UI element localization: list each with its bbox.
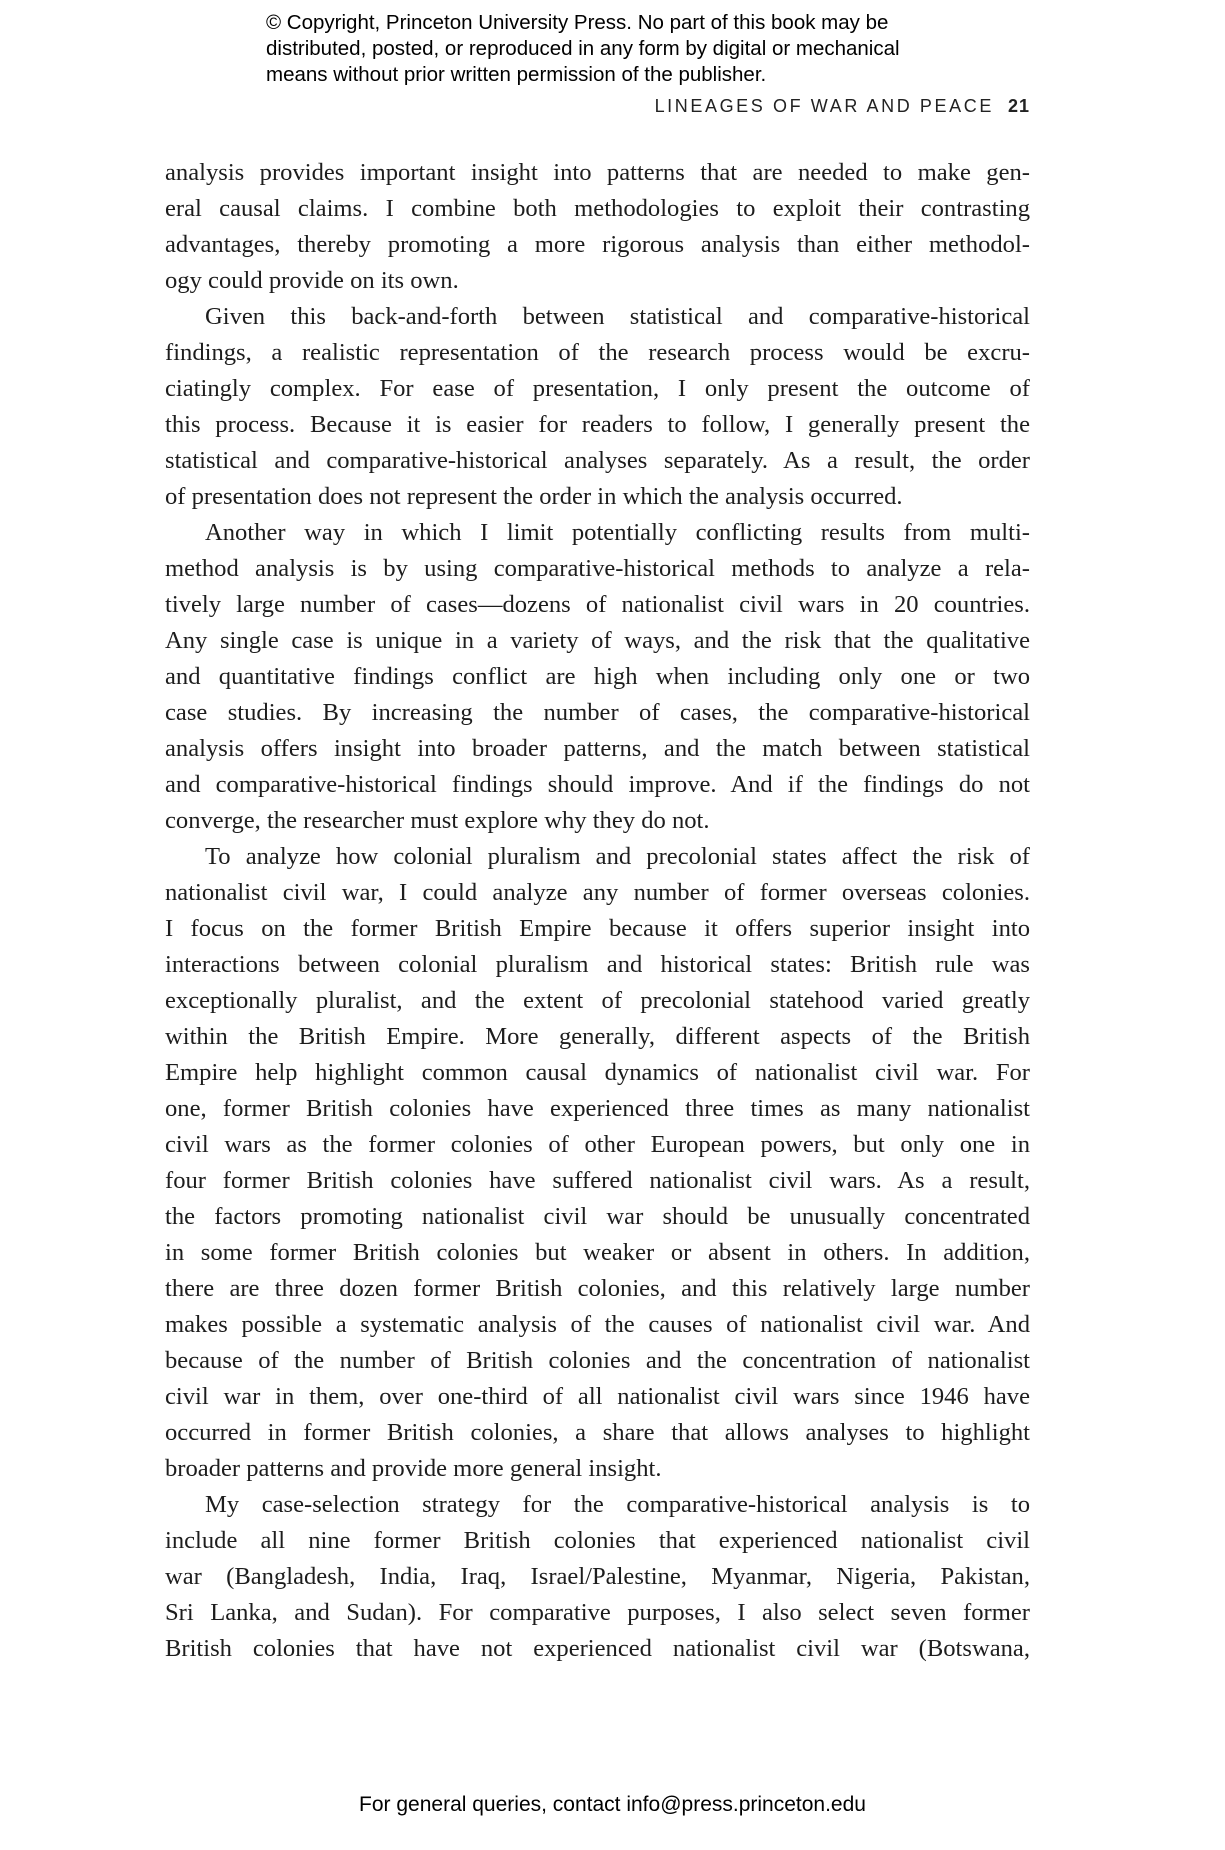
text-line: Any single case is unique in a variety of ways, and the risk that the qualitative (165, 627, 1030, 654)
text-line: because of the number of British colonies and the concentration of nationalist (165, 1347, 1030, 1374)
footer-contact: For general queries, contact info@press.princeton.edu (359, 1793, 866, 1816)
text-line: To analyze how colonial pluralism and precolonial states affect the risk of (205, 843, 1030, 870)
text-line: interactions between colonial pluralism and historical states: British rule was (165, 951, 1030, 978)
text-line: include all nine former British colonies that experienced nationalist civil (165, 1527, 1030, 1554)
text-line: civil wars as the former colonies of other European powers, but only one in (165, 1131, 1030, 1158)
text-line: eral causal claims. I combine both methodologies to exploit their contrasting (165, 195, 1030, 222)
running-head (655, 96, 1030, 117)
text-line: advantages, thereby promoting a more rigorous analysis than either methodol- (165, 231, 1030, 258)
text-line: and quantitative findings conflict are high when including only one or two (165, 663, 1030, 690)
text-line: statistical and comparative-historical analyses separately. As a result, the order (165, 447, 1030, 474)
text-line: exceptionally pluralist, and the extent of precolonial statehood varied greatly (165, 987, 1030, 1014)
text-line: tively large number of cases—dozens of nationalist civil wars in 20 countries. (165, 591, 1030, 618)
text-line: I focus on the former British Empire because it offers superior insight into (165, 915, 1030, 942)
text-line: four former British colonies have suffered nationalist civil wars. As a result, (165, 1167, 1030, 1194)
text-line: within the British Empire. More generally, different aspects of the British (165, 1023, 1030, 1050)
text-line: ciatingly complex. For ease of presentation, I only present the outcome of (165, 375, 1030, 402)
text-line: analysis provides important insight into patterns that are needed to make gen- (165, 159, 1030, 186)
text-line: British colonies that have not experienced nationalist civil war (Botswana, (165, 1635, 1030, 1662)
text-line: one, former British colonies have experienced three times as many nationalist (165, 1095, 1030, 1122)
text-line: the factors promoting nationalist civil war should be unusually concentrated (165, 1203, 1030, 1230)
text-line: nationalist civil war, I could analyze any number of former overseas colonies. (165, 879, 1030, 906)
text-line: there are three dozen former British colonies, and this relatively large number (165, 1275, 1030, 1302)
text-line: occurred in former British colonies, a share that allows analyses to highlight (165, 1419, 1030, 1446)
text-line: civil war in them, over one-third of all nationalist civil wars since 1946 have (165, 1383, 1030, 1410)
text-line: Given this back-and-forth between statistical and comparative-historical (205, 303, 1030, 330)
text-line: Another way in which I limit potentially conflicting results from multi- (205, 519, 1030, 546)
text-line: My case-selection strategy for the comparative-historical analysis is to (205, 1491, 1030, 1518)
text-line: this process. Because it is easier for readers to follow, I generally present the (165, 411, 1030, 438)
text-line: ogy could provide on its own. (165, 267, 459, 294)
text-line: Empire help highlight common causal dynamics of nationalist civil war. For (165, 1059, 1030, 1086)
copyright-line: means without prior written permission of the publisher. (266, 63, 767, 86)
page-number: 21 (1007, 96, 1030, 116)
copyright-line: distributed, posted, or reproduced in any form by digital or mechanical (266, 37, 900, 60)
text-line: Sri Lanka, and Sudan). For comparative purposes, I also select seven former (165, 1599, 1030, 1626)
copyright-line: © Copyright, Princeton University Press. No part of this book may be (266, 11, 889, 34)
text-line: broader patterns and provide more general insight. (165, 1455, 662, 1482)
text-line: in some former British colonies but weaker or absent in others. In addition, (165, 1239, 1030, 1266)
running-title: LINEAGES OF WAR AND PEACE (654, 96, 994, 116)
copyright-notice (266, 10, 1026, 88)
text-line: analysis offers insight into broader patterns, and the match between statistical (165, 735, 1030, 762)
text-line: makes possible a systematic analysis of the causes of nationalist civil war. And (165, 1311, 1030, 1338)
text-line: and comparative-historical findings should improve. And if the findings do not (165, 771, 1030, 798)
text-line: case studies. By increasing the number of cases, the comparative-historical (165, 699, 1030, 726)
text-line: method analysis is by using comparative-historical methods to analyze a rela- (165, 555, 1030, 582)
text-line: converge, the researcher must explore why they do not. (165, 807, 710, 834)
body-text (165, 155, 1030, 1667)
text-line: war (Bangladesh, India, Iraq, Israel/Palestine, Myanmar, Nigeria, Pakistan, (165, 1563, 1030, 1590)
text-line: findings, a realistic representation of the research process would be excru- (165, 339, 1030, 366)
text-line: of presentation does not represent the order in which the analysis occurred. (165, 483, 903, 510)
